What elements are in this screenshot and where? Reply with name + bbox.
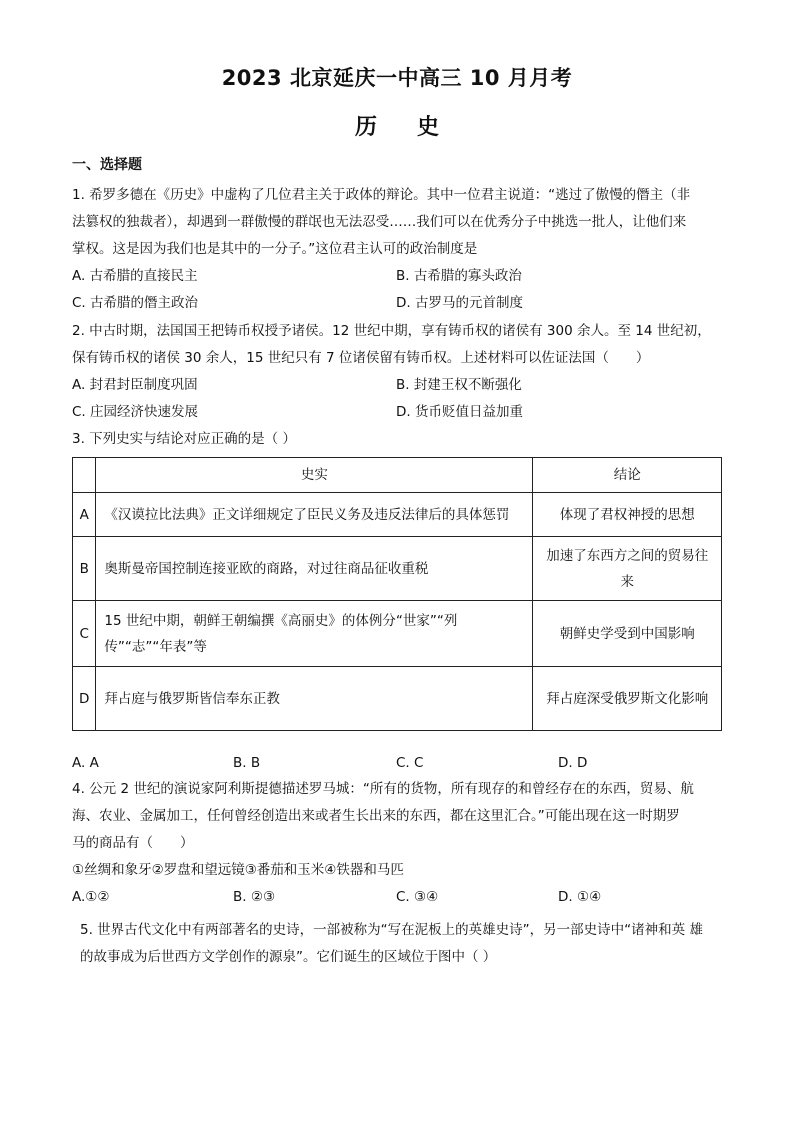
- q5-line-1: 5. 世界古代文化中有两部著名的史诗，一部被称为“写在泥板上的英雄史诗”，另一部史诗中“诸神和英 雄: [80, 922, 703, 938]
- q2-option-c: C. 庄园经济快速发展: [72, 404, 199, 420]
- q1-option-a: A. 古希腊的直接民主: [72, 268, 198, 284]
- row-fact: 拜占庭与俄罗斯皆信奉东正教: [96, 667, 533, 731]
- row-letter: C: [73, 601, 96, 667]
- q1-option-d: D. 古罗马的元首制度: [396, 295, 523, 311]
- q4-option-c: C. ③④: [396, 889, 439, 905]
- row-conclusion: 拜占庭深受俄罗斯文化影响: [533, 667, 722, 731]
- row-conclusion: 加速了东西方之间的贸易往来: [533, 537, 722, 601]
- q3-table: [72, 457, 722, 731]
- q1-option-b: B. 古希腊的寡头政治: [396, 268, 522, 284]
- row-fact: 15 世纪中期，朝鲜王朝编撰《高丽史》的体例分“世家”“列传”“志”“年表”等: [96, 601, 533, 667]
- q1-line-3: 掌权。这是因为我们也是其中的一分子。”这位君主认可的政治制度是: [72, 241, 478, 257]
- q1-line-1: 1. 希罗多德在《历史》中虚构了几位君主关于政体的辩论。其中一位君主说道：“逃过了傲慢的僭主（非: [72, 187, 691, 203]
- row-fact: 奥斯曼帝国控制连接亚欧的商路，对过往商品征收重税: [96, 537, 533, 601]
- q4-line-3: 马的商品有（ ）: [72, 835, 194, 851]
- table-header-letter: [73, 458, 96, 493]
- table-row: [73, 667, 722, 731]
- q5-line-2: 的故事成为后世西方文学创作的源泉”。它们诞生的区域位于图中（ ）: [80, 949, 497, 965]
- section-heading: 一、选择题: [72, 157, 142, 173]
- q2-option-b: B. 封建王权不断强化: [396, 377, 522, 393]
- q3-option-c: C. C: [396, 755, 424, 771]
- q4-option-a: A.①②: [72, 889, 110, 905]
- row-conclusion: 体现了君权神授的思想: [533, 493, 722, 537]
- q4-option-b: B. ②③: [233, 889, 276, 905]
- q3-option-a: A. A: [72, 755, 99, 771]
- table-row: [73, 493, 722, 537]
- q1-option-c: C. 古希腊的僭主政治: [72, 295, 199, 311]
- q4-option-d: D. ①④: [558, 889, 602, 905]
- q2-option-a: A. 封君封臣制度巩固: [72, 377, 198, 393]
- q3-stem: 3. 下列史实与结论对应正确的是（ ）: [72, 431, 296, 447]
- table-header-conclusion: 结论: [533, 458, 722, 493]
- exam-title: 2023 北京延庆一中高三 10 月月考: [221, 66, 573, 90]
- q2-line-2: 保有铸币权的诸侯 30 余人，15 世纪只有 7 位诸侯留有铸币权。上述材料可以佐证法国（ ）: [72, 350, 650, 366]
- q4-line-4: ①丝绸和象牙②罗盘和望远镜③番茄和玉米④铁器和马匹: [72, 862, 404, 878]
- q1-line-2: 法篡权的独裁者），却遇到一群傲慢的群氓也无法忍受……我们可以在优秀分子中挑选一批人，让他们来: [72, 214, 687, 230]
- row-conclusion: 朝鲜史学受到中国影响: [533, 601, 722, 667]
- q4-line-2: 海、农业、金属加工，任何曾经创造出来或者生长出来的东西，都在这里汇合。”可能出现在这一时期罗: [72, 808, 680, 824]
- q3-option-d: D. D: [558, 755, 588, 771]
- table-header-row: [73, 458, 722, 493]
- row-letter: A: [73, 493, 96, 537]
- q4-line-1: 4. 公元 2 世纪的演说家阿利斯提德描述罗马城：“所有的货物，所有现存的和曾经存在的东西，贸易、航: [72, 781, 694, 797]
- q2-option-d: D. 货币贬值日益加重: [396, 404, 523, 420]
- row-letter: D: [73, 667, 96, 731]
- table-row: [73, 601, 722, 667]
- q2-line-1: 2. 中古时期，法国国王把铸币权授予诸侯。12 世纪中期，享有铸币权的诸侯有 300 余人。至 14 世纪初，: [72, 323, 711, 339]
- row-fact: 《汉谟拉比法典》正文详细规定了臣民义务及违反法律后的具体惩罚: [96, 493, 533, 537]
- table-row: [73, 537, 722, 601]
- subject-title: 历史: [354, 115, 479, 140]
- row-letter: B: [73, 537, 96, 601]
- table-header-fact: 史实: [96, 458, 533, 493]
- q3-option-b: B. B: [233, 755, 261, 771]
